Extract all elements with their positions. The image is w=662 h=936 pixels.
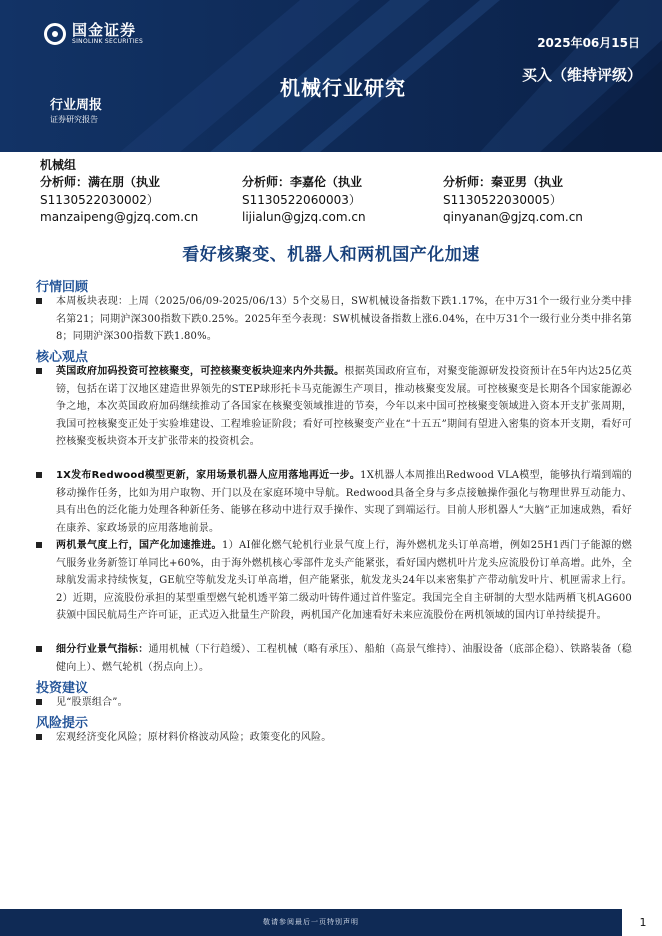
- bullet-square-icon: [36, 542, 42, 548]
- analyst-email[interactable]: manzaipeng@gjzq.com.cn: [40, 210, 199, 224]
- report-subtype: 证券研究报告: [50, 115, 98, 124]
- bullet-lead: 英国政府加码投资可控核聚变，可控核聚变板块迎来内外共振。: [56, 366, 345, 377]
- report-date: 2025年06月15日: [537, 36, 640, 50]
- analyst-block: [443, 174, 583, 227]
- list-item: [36, 729, 632, 747]
- brand-name-cn: 国金证券: [72, 21, 137, 39]
- bullet-square-icon: [36, 368, 42, 374]
- section-title-advice: 投资建议: [36, 681, 89, 696]
- analyst-name: 分析师：秦亚男（执业: [443, 175, 564, 189]
- list-item: [36, 641, 632, 676]
- section-title-review: 行情回顾: [36, 280, 89, 295]
- analyst-license: S1130522030002）: [40, 192, 159, 207]
- report-type: 行业周报: [50, 98, 103, 113]
- list-item: [36, 694, 632, 712]
- rating-badge: 买入（维持评级）: [521, 66, 642, 84]
- bullet-lead: 细分行业景气指标：: [56, 644, 149, 655]
- analyst-group: 机械组: [40, 158, 77, 172]
- list-item: [36, 467, 632, 537]
- bullet-square-icon: [36, 298, 42, 304]
- analyst-email[interactable]: lijialun@gjzq.com.cn: [242, 210, 366, 224]
- brand-logo: [44, 22, 143, 46]
- analyst-license: S1130522030005）: [443, 192, 562, 207]
- bullet-square-icon: [36, 472, 42, 478]
- analyst-block: [40, 174, 198, 227]
- bullet-text: 通用机械（下行趋缓）、工程机械（略有承压）、船舶（高景气维持）、油服设备（底部企稳）、铁路装备（稳健向上）、燃气轮机（拐点向上）。: [56, 644, 632, 673]
- bullet-lead: 1X发布Redwood模型更新，家用场景机器人应用落地再近一步。: [56, 470, 361, 481]
- bullet-lead: 两机景气度上行，国产化加速推进。: [56, 540, 222, 551]
- list-item: [36, 293, 632, 346]
- analyst-license: S1130522060003）: [242, 192, 361, 207]
- report-headline: 看好核聚变、机器人和两机国产化加速: [182, 245, 480, 265]
- footer-disclaimer-link[interactable]: 敬请参阅最后一页特别声明: [263, 918, 359, 926]
- logo-icon: [44, 23, 66, 45]
- bullet-text: 宏观经济变化风险；原材料价格波动风险；政策变化的风险。: [56, 732, 332, 743]
- page-footer: [0, 909, 662, 936]
- bullet-text: 1X机器人本周推出Redwood VLA模型，能够执行端到端的移动操作任务，比如为用户取物、开门以及在家庭环境中导航。Redwood具备全身与多点接触操作强化与物理世界互动能力、具有出色的泛化能力处理各种新任务、能够在移动中进行双手操作、实现了到端运行。目前人形机器人“大脑”正加速成熟，看好在康养、家政场景的应用落地前景。: [56, 470, 632, 534]
- bullet-square-icon: [36, 734, 42, 740]
- bullet-text: 本周板块表现：上周（2025/06/09-2025/06/13）5个交易日，SW机械设备指数下跌1.17%，在中万31个一级行业分类中排名第21；同期沪深300指数下跌0.25%。2025年至今表现：SW机械设备指数上涨6.04%，在中万31个一级行业分类中排名第8；同期沪深300指数下跌1.80%。: [56, 296, 632, 343]
- bullet-text: 根据英国政府宣布，对聚变能源研发投资预计在5年内达25亿英镑，包括在诺丁汉地区建造世界领先的STEP球形托卡马克能源生产项目，推动核聚变发展。可控核聚变是长期各个国家能源必争之地，本次英国政府加码继续推动了各国家在核聚变领域推进的节奏，今年以来中国可控核聚变领域进入资本开支扩张周期，我国可控核聚变正处于实验堆建设、工程堆验证阶段；看好可控核聚变产业在“十五五”期间有望进入密集的资本开支期，看好可控核聚变板块资本开支扩张带来的投资机会。: [56, 366, 632, 448]
- analyst-email[interactable]: qinyanan@gjzq.com.cn: [443, 210, 583, 224]
- list-item: [36, 537, 632, 625]
- list-item: [36, 363, 632, 451]
- bullet-text: 见“股票组合”。: [56, 697, 128, 708]
- report-title: 机械行业研究: [280, 76, 406, 100]
- page-number: 1: [639, 916, 647, 929]
- bullet-square-icon: [36, 699, 42, 705]
- bullet-square-icon: [36, 646, 42, 652]
- analyst-name: 分析师：李嘉伦（执业: [242, 175, 363, 189]
- footer-bar: [0, 909, 622, 936]
- analyst-name: 分析师：满在朋（执业: [40, 175, 161, 189]
- bullet-text: 1）AI催化燃气轮机行业景气度上行，海外燃机龙头订单高增，例如25H1西门子能源的燃气服务业务新签订单同比+60%，由于海外燃机核心零部件龙头产能紧张，看好国内燃机叶片龙头应流股份订单高增。此外，全球航发需求持续恢复，GE航空等航发龙头订单高增，但产能紧张，航发龙头24年以来密集扩产带动航发叶片、机匣需求上行。2）近期，应流股份承担的某型重型燃气轮机透平第二级动叶铸件通过首件鉴定。我国完全自主研制的大型水陆两栖飞机AG600获颁中国民航局生产许可证，正式迈入批量生产阶段，两机国产化加速看好未来应流股份在两机领域的国内订单持续提升。: [56, 540, 632, 622]
- section-title-core: 核心观点: [36, 350, 89, 365]
- analyst-block: [242, 174, 366, 227]
- section-title-risk: 风险提示: [36, 716, 89, 731]
- brand-name-en: SINOLINK SECURITIES: [72, 38, 144, 45]
- header-banner: [0, 0, 662, 152]
